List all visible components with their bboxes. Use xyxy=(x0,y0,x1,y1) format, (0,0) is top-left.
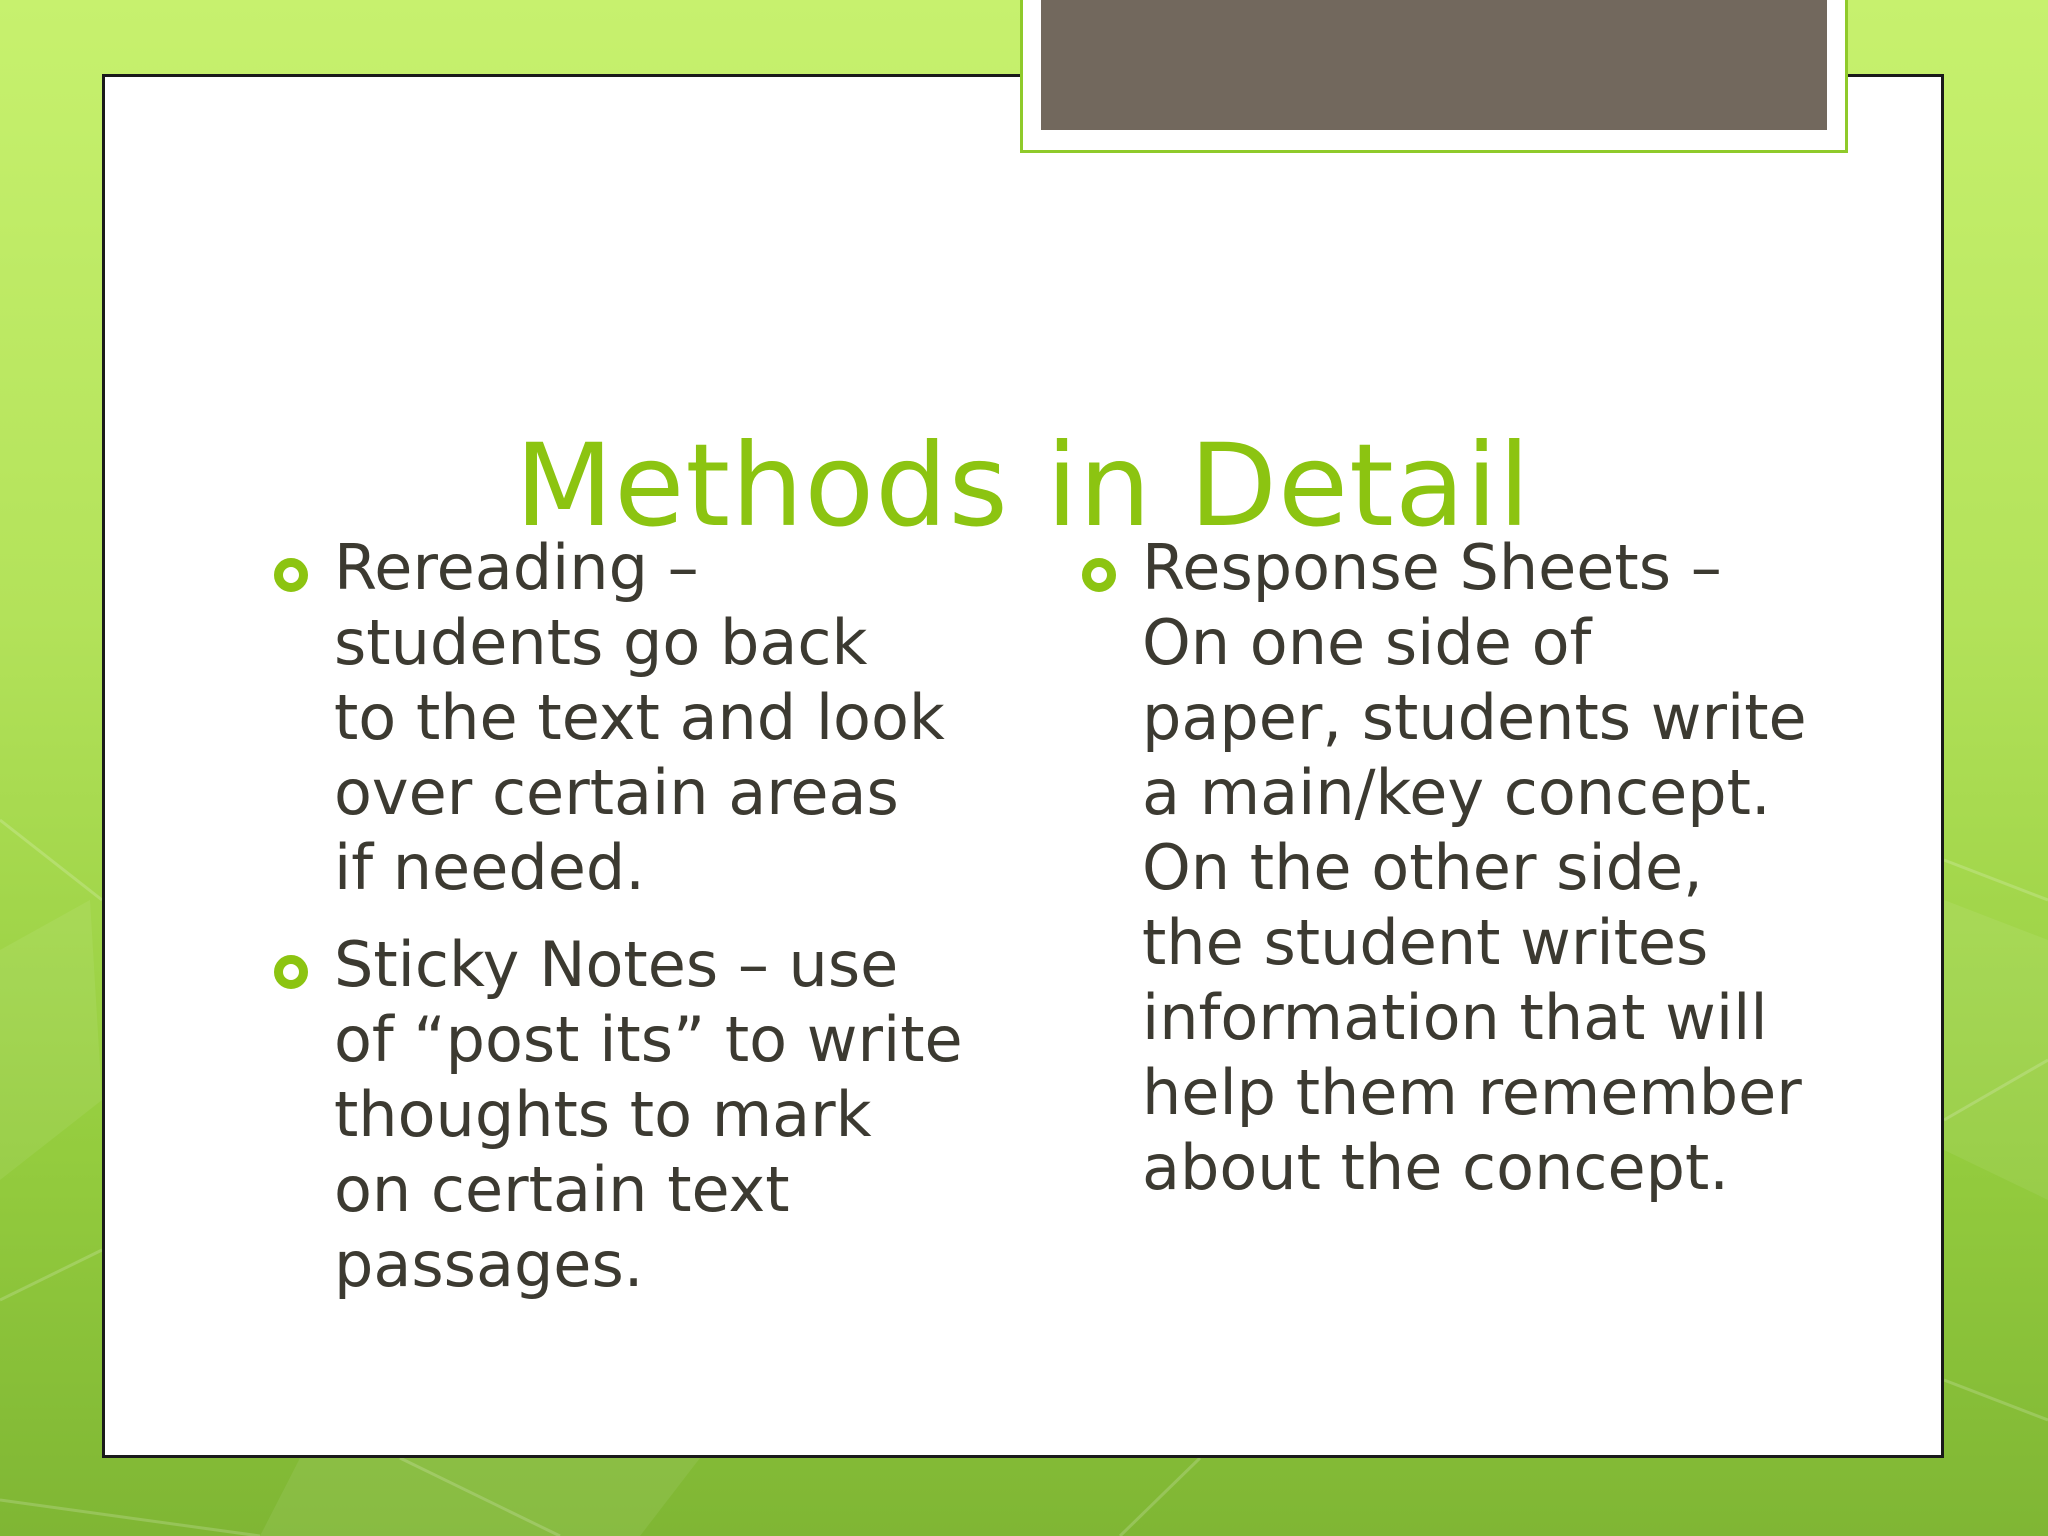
bullet-item-rereading xyxy=(272,530,1012,905)
bullet-text: Response Sheets – On one side of paper, students write a main/key concept. On the other side, the student writes information that will help them remember about the concept. xyxy=(1142,531,1807,1204)
bullet-item-sticky-notes xyxy=(272,927,1012,1302)
ring-bullet-icon xyxy=(272,556,310,594)
ring-bullet-icon xyxy=(272,953,310,991)
right-column xyxy=(1080,530,1840,1227)
bullet-text: Rereading – students go back to the text and look over certain areas if needed. xyxy=(334,531,945,904)
bullet-item-response-sheets xyxy=(1080,530,1840,1205)
bullet-text: Sticky Notes – use of “post its” to write thoughts to mark on certain text passages. xyxy=(334,928,963,1301)
title-tab-decoration xyxy=(1020,0,1848,153)
ring-bullet-icon xyxy=(1080,556,1118,594)
slide-title: Methods in Detail xyxy=(514,419,1532,553)
left-column xyxy=(272,530,1012,1324)
title-tab-fill xyxy=(1041,0,1827,130)
